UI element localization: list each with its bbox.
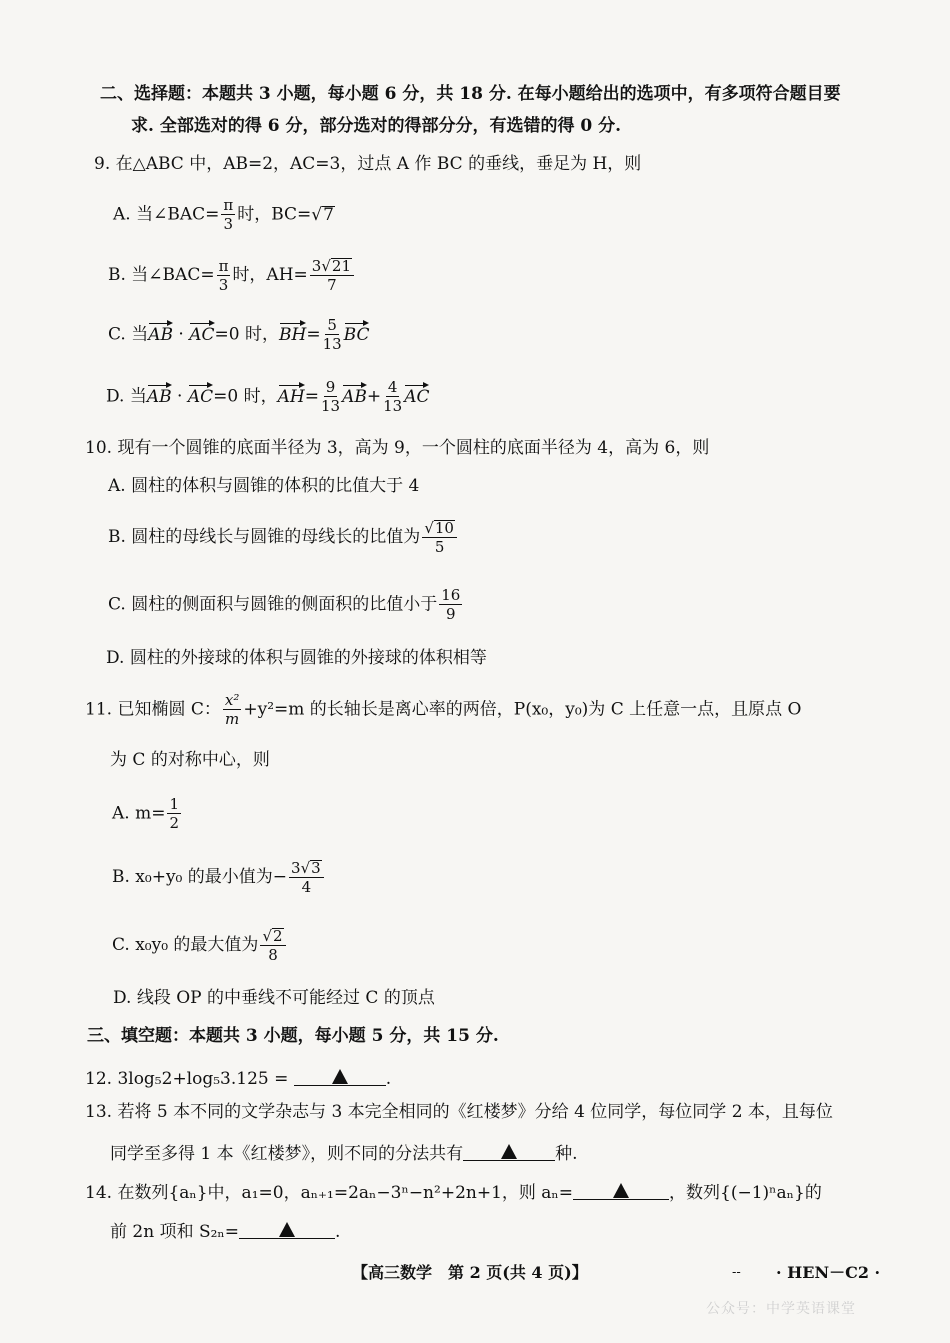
section2-heading: 二、选择题：本题共 3 小题，每小题 6 分，共 18 分. 在每小题给出的选项中，有多项符合题目要 — [100, 84, 841, 104]
q11-option-d: D. 线段 OP 的中垂线不可能经过 C 的顶点 — [113, 988, 435, 1008]
q9-option-d: D. 当AB · AC=0 时，AH= $\frac{9}{13}$ AB+ $\frac{4}{13}$ AC — [106, 378, 430, 415]
q13-line2: 同学至多得 1 本《红楼梦》，则不同的分法共有 种. — [110, 1144, 578, 1164]
section3-heading: 三、填空题：本题共 3 小题，每小题 5 分，共 15 分. — [87, 1026, 499, 1046]
q11-stem-line2: 为 C 的对称中心，则 — [110, 750, 270, 770]
triangle-marker-icon — [501, 1144, 517, 1159]
q14-line2: 前 2n 项和 S₂ₙ= . — [110, 1222, 341, 1242]
q11-option-b: B. x₀+y₀ 的最小值为− $\frac{3√3}{4}$ — [112, 860, 326, 895]
q10-option-c: C. 圆柱的侧面积与圆锥的侧面积的比值小于 $\frac{16}{9}$ — [108, 586, 461, 623]
q11-option-c: C. x₀y₀ 的最大值为 $\frac{√2}{8}$ — [112, 928, 288, 963]
q11-option-a: A. m= $\frac{1}{2}$ — [112, 795, 179, 832]
q10-stem: 10. 现有一个圆锥的底面半径为 3，高为 9，一个圆柱的底面半径为 4，高为 6，则 — [85, 438, 710, 458]
triangle-marker-icon — [332, 1069, 348, 1084]
q10-option-a: A. 圆柱的体积与圆锥的体积的比值大于 4 — [108, 476, 420, 496]
q12: 12. 3log₅2+log₅3.125 = . — [85, 1069, 392, 1089]
q9-option-a: A. 当∠BAC= $\frac{\pi}{3}$ 时，BC=√7 — [113, 196, 334, 233]
answer-blank-14b[interactable] — [239, 1220, 335, 1239]
answer-blank-13[interactable] — [463, 1142, 555, 1161]
q11-stem: 11. 已知椭圆 C： $\frac{\text{x²}}{m}$ +y²=m 的长轴长是离心率的两倍，P(x₀，y₀)为 C 上任意一点，且原点 O — [85, 691, 802, 728]
watermark: 公众号：中学英语课堂 — [706, 1301, 856, 1317]
q10-option-d: D. 圆柱的外接球的体积与圆锥的外接球的体积相等 — [106, 648, 487, 668]
answer-blank-12[interactable] — [294, 1067, 386, 1086]
section2-heading-cont: 求. 全部选对的得 6 分，部分选对的得部分分，有选错的得 0 分. — [131, 116, 622, 136]
q13-line1: 13. 若将 5 本不同的文学杂志与 3 本完全相同的《红楼梦》分给 4 位同学，每位同学 2 本，且每位 — [85, 1102, 833, 1122]
q9-stem: 9. 在△ABC 中，AB=2，AC=3，过点 A 作 BC 的垂线，垂足为 H，则 — [94, 154, 642, 174]
q14-line1: 14. 在数列{aₙ}中，a₁=0，aₙ₊₁=2aₙ−3ⁿ−n²+2n+1，则 aₙ= ，数列{(−1)ⁿaₙ}的 — [85, 1183, 822, 1203]
answer-blank-14a[interactable] — [573, 1181, 669, 1200]
triangle-marker-icon — [279, 1222, 295, 1237]
exam-code: · HEN－C2 · — [776, 1263, 881, 1282]
triangle-marker-icon — [613, 1183, 629, 1198]
q9-option-b: B. 当∠BAC= $\frac{\pi}{3}$ 时，AH= $\frac{3√21}{7}$ — [108, 258, 356, 293]
footer-dash: -- — [732, 1265, 741, 1280]
q9-option-c: C. 当AB · AC=0 时，BH= $\frac{5}{13}$ BC — [108, 316, 370, 353]
q10-option-b: B. 圆柱的母线长与圆锥的母线长的比值为 $\frac{√10}{5}$ — [108, 520, 459, 555]
page-footer-label: 【高三数学 第 2 页(共 4 页)】 — [352, 1263, 588, 1282]
